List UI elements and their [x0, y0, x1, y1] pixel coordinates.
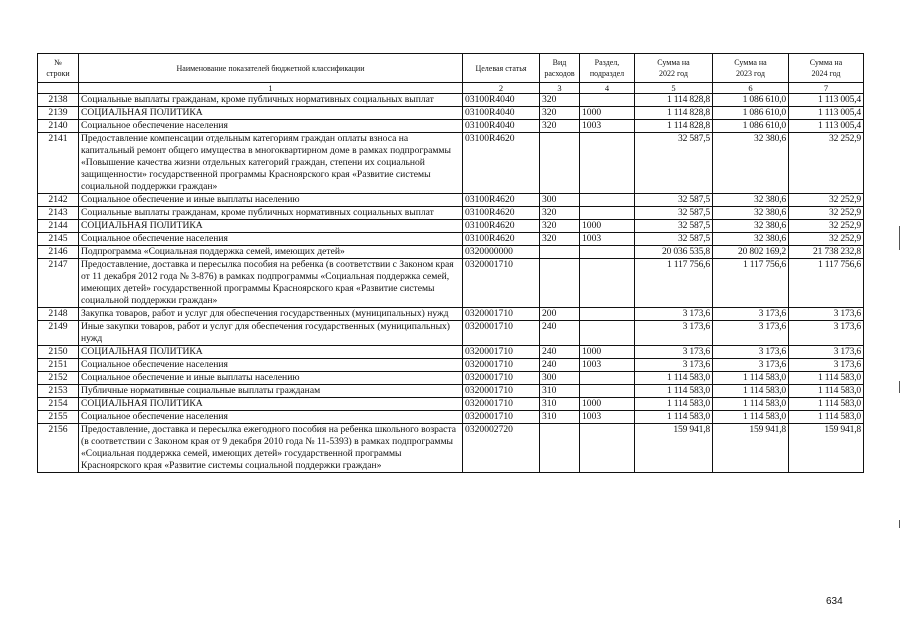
row-number-cell: 2152	[38, 372, 79, 385]
header-name: Наименование показателей бюджетной классификации	[79, 54, 463, 83]
sum-2023-cell: 32 380,6	[713, 233, 789, 246]
sum-2022-cell: 1 114 828,8	[635, 107, 713, 120]
expense-kind-cell: 310	[540, 385, 580, 398]
row-number-cell: 2142	[38, 194, 79, 207]
scan-mark	[899, 226, 900, 250]
sum-2024-cell: 3 173,6	[789, 321, 864, 346]
indicator-name-cell: Иные закупки товаров, работ и услуг для обеспечения государственных (муниципальных) нужд	[79, 321, 463, 346]
section-cell: 1003	[580, 411, 635, 424]
page-number: 634	[826, 596, 843, 607]
expense-kind-cell	[540, 133, 580, 194]
sum-2022-cell: 1 114 583,0	[635, 372, 713, 385]
indicator-name-cell: СОЦИАЛЬНАЯ ПОЛИТИКА	[79, 107, 463, 120]
target-article-cell: 03100R4620	[463, 233, 540, 246]
sum-2022-cell: 1 114 583,0	[635, 398, 713, 411]
sum-2024-cell: 32 252,9	[789, 207, 864, 220]
header-expense-kind: Вид расходов	[540, 54, 580, 83]
header-row-number: № строки	[38, 54, 79, 83]
column-number: 7	[789, 83, 864, 94]
sum-2022-cell: 20 036 535,8	[635, 246, 713, 259]
expense-kind-cell: 300	[540, 372, 580, 385]
target-article-cell: 0320001710	[463, 372, 540, 385]
table-row	[38, 321, 864, 346]
section-cell	[580, 207, 635, 220]
target-article-cell: 0320001710	[463, 398, 540, 411]
table-row	[38, 220, 864, 233]
indicator-name-cell: Социальное обеспечение и иные выплаты населению	[79, 372, 463, 385]
indicator-name-cell: Закупка товаров, работ и услуг для обеспечения государственных (муниципальных) нужд	[79, 308, 463, 321]
sum-2022-cell: 32 587,5	[635, 220, 713, 233]
sum-2024-cell: 1 114 583,0	[789, 385, 864, 398]
expense-kind-cell: 300	[540, 194, 580, 207]
row-number-cell: 2138	[38, 94, 79, 107]
target-article-cell: 0320001710	[463, 259, 540, 308]
table-row	[38, 194, 864, 207]
target-article-cell: 03100R4040	[463, 107, 540, 120]
expense-kind-cell: 320	[540, 207, 580, 220]
column-number	[38, 83, 79, 94]
sum-2024-cell: 3 173,6	[789, 308, 864, 321]
indicator-name-cell: СОЦИАЛЬНАЯ ПОЛИТИКА	[79, 346, 463, 359]
header-section: Раздел, подраздел	[580, 54, 635, 83]
sum-2022-cell: 1 114 583,0	[635, 385, 713, 398]
table-row	[38, 259, 864, 308]
sum-2024-cell: 1 117 756,6	[789, 259, 864, 308]
row-number-cell: 2145	[38, 233, 79, 246]
section-cell	[580, 259, 635, 308]
sum-2023-cell: 1 114 583,0	[713, 372, 789, 385]
target-article-cell: 0320002720	[463, 424, 540, 473]
target-article-cell: 0320000000	[463, 246, 540, 259]
table-row	[38, 120, 864, 133]
scan-mark	[899, 520, 900, 528]
sum-2024-cell: 1 114 583,0	[789, 411, 864, 424]
expense-kind-cell: 310	[540, 398, 580, 411]
target-article-cell: 0320001710	[463, 346, 540, 359]
expense-kind-cell: 320	[540, 94, 580, 107]
indicator-name-cell: Предоставление, доставка и пересылка ежегодного пособия на ребенка школьного возраста (в соответствии с Законом края от 9 декабря 2010 года № 11-5393) в рамках подпрограммы «Социальная поддержка семей, имеющих детей» государственной программы Красноярского края «Развитие системы социальной поддержки граждан»	[79, 424, 463, 473]
target-article-cell: 03100R4620	[463, 194, 540, 207]
target-article-cell: 03100R4620	[463, 207, 540, 220]
indicator-name-cell: СОЦИАЛЬНАЯ ПОЛИТИКА	[79, 398, 463, 411]
indicator-name-cell: Социальное обеспечение населения	[79, 120, 463, 133]
budget-table	[37, 53, 864, 473]
sum-2022-cell: 1 114 828,8	[635, 94, 713, 107]
section-cell: 1000	[580, 398, 635, 411]
indicator-name-cell: Социальное обеспечение населения	[79, 411, 463, 424]
table-row	[38, 398, 864, 411]
section-cell: 1003	[580, 359, 635, 372]
section-cell	[580, 133, 635, 194]
header-sum-2022: Сумма на 2022 год	[635, 54, 713, 83]
column-number-row	[38, 83, 864, 94]
column-number: 5	[635, 83, 713, 94]
section-cell: 1003	[580, 120, 635, 133]
table-row	[38, 346, 864, 359]
sum-2024-cell: 1 114 583,0	[789, 398, 864, 411]
sum-2022-cell: 3 173,6	[635, 321, 713, 346]
indicator-name-cell: Социальное обеспечение и иные выплаты населению	[79, 194, 463, 207]
column-number: 6	[713, 83, 789, 94]
indicator-name-cell: Социальные выплаты гражданам, кроме публичных нормативных социальных выплат	[79, 207, 463, 220]
expense-kind-cell	[540, 424, 580, 473]
section-cell	[580, 308, 635, 321]
sum-2023-cell: 1 117 756,6	[713, 259, 789, 308]
sum-2024-cell: 1 113 005,4	[789, 94, 864, 107]
target-article-cell: 03100R4040	[463, 94, 540, 107]
scan-mark	[899, 381, 900, 393]
sum-2024-cell: 3 173,6	[789, 346, 864, 359]
row-number-cell: 2140	[38, 120, 79, 133]
sum-2022-cell: 3 173,6	[635, 359, 713, 372]
sum-2024-cell: 1 113 005,4	[789, 107, 864, 120]
sum-2023-cell: 32 380,6	[713, 194, 789, 207]
section-cell	[580, 94, 635, 107]
sum-2023-cell: 1 114 583,0	[713, 398, 789, 411]
sum-2023-cell: 1 086 610,0	[713, 120, 789, 133]
sum-2024-cell: 1 114 583,0	[789, 372, 864, 385]
sum-2024-cell: 1 113 005,4	[789, 120, 864, 133]
sum-2024-cell: 3 173,6	[789, 359, 864, 372]
row-number-cell: 2155	[38, 411, 79, 424]
sum-2022-cell: 3 173,6	[635, 308, 713, 321]
sum-2023-cell: 32 380,6	[713, 207, 789, 220]
table-row	[38, 308, 864, 321]
indicator-name-cell: Подпрограмма «Социальная поддержка семей, имеющих детей»	[79, 246, 463, 259]
row-number-cell: 2154	[38, 398, 79, 411]
sum-2023-cell: 1 086 610,0	[713, 94, 789, 107]
sum-2023-cell: 1 086 610,0	[713, 107, 789, 120]
sum-2022-cell: 3 173,6	[635, 346, 713, 359]
indicator-name-cell: Предоставление, доставка и пересылка пособия на ребенка (в соответствии с Законом края от 11 декабря 2012 года № 3-876) в рамках подпрограммы «Социальная поддержка семей, имеющих детей» государственной программы Красноярского края «Развитие системы социальной поддержки граждан»	[79, 259, 463, 308]
row-number-cell: 2146	[38, 246, 79, 259]
section-cell: 1000	[580, 346, 635, 359]
sum-2023-cell: 159 941,8	[713, 424, 789, 473]
table-row	[38, 107, 864, 120]
row-number-cell: 2153	[38, 385, 79, 398]
sum-2024-cell: 32 252,9	[789, 233, 864, 246]
target-article-cell: 03100R4620	[463, 220, 540, 233]
indicator-name-cell: СОЦИАЛЬНАЯ ПОЛИТИКА	[79, 220, 463, 233]
indicator-name-cell: Предоставление компенсации отдельным категориям граждан оплаты взноса на капитальный ремонт общего имущества в многоквартирном доме в рамках подпрограммы «Повышение качества жизни отдельных категорий граждан, степени их социальной защищенности» государственной программы Красноярского края «Развитие системы социальной поддержки граждан»	[79, 133, 463, 194]
column-number: 2	[463, 83, 540, 94]
table-body	[38, 94, 864, 473]
indicator-name-cell: Социальные выплаты гражданам, кроме публичных нормативных социальных выплат	[79, 94, 463, 107]
column-number: 4	[580, 83, 635, 94]
sum-2022-cell: 32 587,5	[635, 194, 713, 207]
sum-2022-cell: 1 114 583,0	[635, 411, 713, 424]
sum-2023-cell: 32 380,6	[713, 220, 789, 233]
sum-2022-cell: 1 117 756,6	[635, 259, 713, 308]
section-cell: 1000	[580, 220, 635, 233]
expense-kind-cell: 310	[540, 411, 580, 424]
sum-2023-cell: 20 802 169,2	[713, 246, 789, 259]
target-article-cell: 03100R4040	[463, 120, 540, 133]
target-article-cell: 0320001710	[463, 308, 540, 321]
indicator-name-cell: Публичные нормативные социальные выплаты гражданам	[79, 385, 463, 398]
expense-kind-cell	[540, 259, 580, 308]
section-cell	[580, 372, 635, 385]
table-row	[38, 94, 864, 107]
expense-kind-cell: 200	[540, 308, 580, 321]
sum-2022-cell: 32 587,5	[635, 233, 713, 246]
expense-kind-cell: 320	[540, 120, 580, 133]
indicator-name-cell: Социальное обеспечение населения	[79, 233, 463, 246]
section-cell	[580, 194, 635, 207]
sum-2022-cell: 159 941,8	[635, 424, 713, 473]
expense-kind-cell: 240	[540, 346, 580, 359]
row-number-cell: 2151	[38, 359, 79, 372]
target-article-cell: 0320001710	[463, 385, 540, 398]
sum-2024-cell: 159 941,8	[789, 424, 864, 473]
header-sum-2023: Сумма на 2023 год	[713, 54, 789, 83]
row-number-cell: 2148	[38, 308, 79, 321]
row-number-cell: 2139	[38, 107, 79, 120]
expense-kind-cell: 240	[540, 321, 580, 346]
section-cell	[580, 385, 635, 398]
row-number-cell: 2144	[38, 220, 79, 233]
sum-2022-cell: 32 587,5	[635, 133, 713, 194]
row-number-cell: 2143	[38, 207, 79, 220]
expense-kind-cell: 240	[540, 359, 580, 372]
table-row	[38, 359, 864, 372]
expense-kind-cell: 320	[540, 107, 580, 120]
target-article-cell: 0320001710	[463, 321, 540, 346]
expense-kind-cell: 320	[540, 233, 580, 246]
section-cell	[580, 424, 635, 473]
header-target-article: Целевая статья	[463, 54, 540, 83]
table-row	[38, 424, 864, 473]
section-cell	[580, 321, 635, 346]
row-number-cell: 2156	[38, 424, 79, 473]
indicator-name-cell: Социальное обеспечение населения	[79, 359, 463, 372]
sum-2023-cell: 3 173,6	[713, 308, 789, 321]
section-cell: 1003	[580, 233, 635, 246]
header-sum-2024: Сумма на 2024 год	[789, 54, 864, 83]
expense-kind-cell: 320	[540, 220, 580, 233]
target-article-cell: 0320001710	[463, 359, 540, 372]
sum-2024-cell: 32 252,9	[789, 220, 864, 233]
sum-2023-cell: 32 380,6	[713, 133, 789, 194]
row-number-cell: 2141	[38, 133, 79, 194]
table-row	[38, 207, 864, 220]
sum-2023-cell: 1 114 583,0	[713, 411, 789, 424]
sum-2023-cell: 1 114 583,0	[713, 385, 789, 398]
table-row	[38, 385, 864, 398]
expense-kind-cell	[540, 246, 580, 259]
sum-2024-cell: 21 738 232,8	[789, 246, 864, 259]
row-number-cell: 2147	[38, 259, 79, 308]
target-article-cell: 03100R4620	[463, 133, 540, 194]
column-number: 3	[540, 83, 580, 94]
row-number-cell: 2150	[38, 346, 79, 359]
sum-2022-cell: 32 587,5	[635, 207, 713, 220]
table-row	[38, 133, 864, 194]
section-cell	[580, 246, 635, 259]
column-number: 1	[79, 83, 463, 94]
section-cell: 1000	[580, 107, 635, 120]
target-article-cell: 0320001710	[463, 411, 540, 424]
sum-2023-cell: 3 173,6	[713, 359, 789, 372]
table-row	[38, 233, 864, 246]
table-row	[38, 411, 864, 424]
sum-2024-cell: 32 252,9	[789, 194, 864, 207]
table-row	[38, 372, 864, 385]
table-header	[38, 54, 864, 94]
sum-2024-cell: 32 252,9	[789, 133, 864, 194]
sum-2023-cell: 3 173,6	[713, 346, 789, 359]
table-row	[38, 246, 864, 259]
sum-2022-cell: 1 114 828,8	[635, 120, 713, 133]
sum-2023-cell: 3 173,6	[713, 321, 789, 346]
row-number-cell: 2149	[38, 321, 79, 346]
